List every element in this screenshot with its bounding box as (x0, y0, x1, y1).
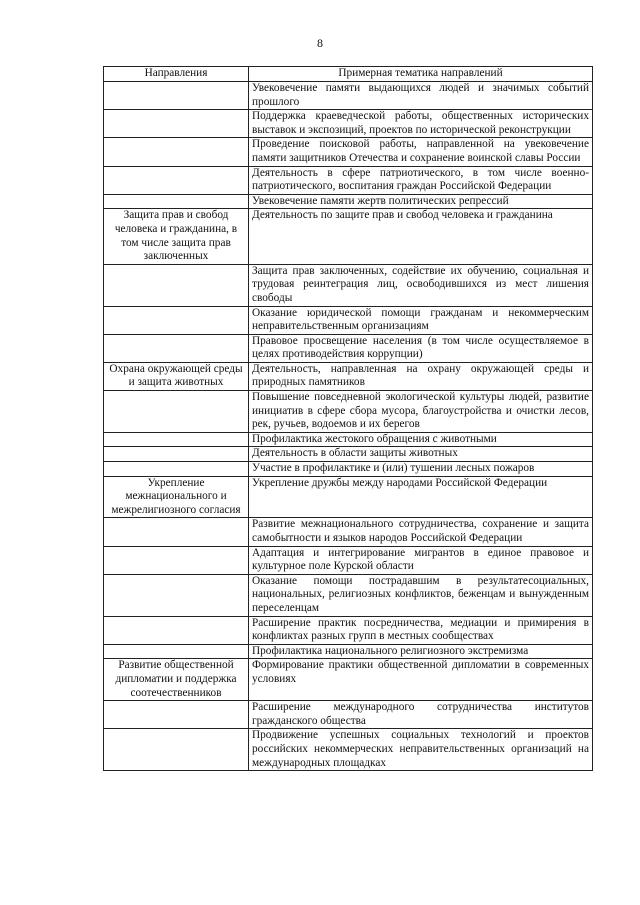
table-row (104, 264, 593, 306)
direction-cell: Развитие общественной дипломатии и поддержка соотечественников (104, 659, 249, 701)
direction-cell (104, 432, 249, 447)
direction-cell (104, 616, 249, 644)
direction-cell (104, 194, 249, 209)
table-row (104, 166, 593, 194)
direction-cell: Укрепление межнационального и межрелигиозного согласия (104, 476, 249, 518)
table-row (104, 306, 593, 334)
table-row (104, 659, 593, 701)
topic-cell: Защита прав заключенных, содействие их обучению, социальная и трудовая реинтеграция лиц, освободившихся из мест лишения свободы (249, 264, 593, 306)
topic-cell: Правовое просвещение населения (в том числе осуществляемое в целях противодействия коррупции) (249, 334, 593, 362)
page-number: 8 (317, 36, 323, 50)
directions-table (103, 66, 593, 771)
table-row (104, 432, 593, 447)
table-row (104, 209, 593, 264)
header-directions: Направления (104, 67, 249, 82)
direction-cell (104, 729, 249, 771)
topic-cell: Профилактика жестокого обращения с животными (249, 432, 593, 447)
table-row (104, 518, 593, 546)
table-row (104, 447, 593, 462)
direction-cell: Охрана окружающей среды и защита животных (104, 362, 249, 390)
table-row (104, 194, 593, 209)
direction-cell (104, 701, 249, 729)
direction-cell (104, 82, 249, 110)
topic-cell: Развитие межнационального сотрудничества, сохранение и защита самобытности и языков народов Российской Федерации (249, 518, 593, 546)
table-row (104, 574, 593, 616)
topic-cell: Расширение международного сотрудничества институтов гражданского общества (249, 701, 593, 729)
topic-cell: Оказание юридической помощи гражданам и некоммерческим неправительственным организациям (249, 306, 593, 334)
table-row (104, 701, 593, 729)
direction-cell (104, 306, 249, 334)
table-row (104, 82, 593, 110)
topic-cell: Адаптация и интегрирование мигрантов в единое правовое и культурное поле Курской области (249, 546, 593, 574)
direction-cell (104, 546, 249, 574)
topic-cell: Увековечение памяти выдающихся людей и значимых событий прошлого (249, 82, 593, 110)
direction-cell (104, 462, 249, 477)
direction-cell (104, 110, 249, 138)
direction-cell (104, 334, 249, 362)
topic-cell: Оказание помощи пострадавшим в результатесоциальных, национальных, религиозных конфликтов, беженцам и вынужденным переселенцам (249, 574, 593, 616)
direction-cell (104, 138, 249, 166)
topic-cell: Участие в профилактике и (или) тушении лесных пожаров (249, 462, 593, 477)
direction-cell: Защита прав и свобод человека и гражданина, в том числе защита прав заключенных (104, 209, 249, 264)
topic-cell: Продвижение успешных социальных технологий и проектов российских некоммерческих неправительственных организаций на международных площадках (249, 729, 593, 771)
header-topics: Примерная тематика направлений (249, 67, 593, 82)
direction-cell (104, 264, 249, 306)
topic-cell: Укрепление дружбы между народами Российской Федерации (249, 476, 593, 518)
table-row (104, 110, 593, 138)
topic-cell: Профилактика национального религиозного экстремизма (249, 644, 593, 659)
topic-cell: Повышение повседневной экологической культуры людей, развитие инициатив в сфере сбора мусора, благоустройства и очистки лесов, рек, ручьев, водоемов и их берегов (249, 391, 593, 433)
table-row (104, 334, 593, 362)
topic-cell: Расширение практик посредничества, медиации и примирения в конфликтах разных групп в местных сообществах (249, 616, 593, 644)
table-header-row (104, 67, 593, 82)
direction-cell (104, 447, 249, 462)
direction-cell (104, 391, 249, 433)
topic-cell: Деятельность, направленная на охрану окружающей среды и природных памятников (249, 362, 593, 390)
table-row (104, 391, 593, 433)
topic-cell: Проведение поисковой работы, направленной на увековечение памяти защитников Отечества и сохранение воинской славы России (249, 138, 593, 166)
direction-cell (104, 644, 249, 659)
topic-cell: Поддержка краеведческой работы, общественных исторических выставок и экспозиций, проектов по исторической реконструкции (249, 110, 593, 138)
table-row (104, 476, 593, 518)
table-row (104, 546, 593, 574)
topic-cell: Деятельность в области защиты животных (249, 447, 593, 462)
topic-cell: Деятельность в сфере патриотического, в том числе военно-патриотического, воспитания граждан Российской Федерации (249, 166, 593, 194)
direction-cell (104, 166, 249, 194)
topic-cell: Деятельность по защите прав и свобод человека и гражданина (249, 209, 593, 264)
table-row (104, 462, 593, 477)
table-row (104, 616, 593, 644)
direction-cell (104, 574, 249, 616)
table-row (104, 729, 593, 771)
table-row (104, 362, 593, 390)
direction-cell (104, 518, 249, 546)
topic-cell: Формирование практики общественной дипломатии в современных условиях (249, 659, 593, 701)
table-row (104, 644, 593, 659)
topic-cell: Увековечение памяти жертв политических репрессий (249, 194, 593, 209)
table-row (104, 138, 593, 166)
